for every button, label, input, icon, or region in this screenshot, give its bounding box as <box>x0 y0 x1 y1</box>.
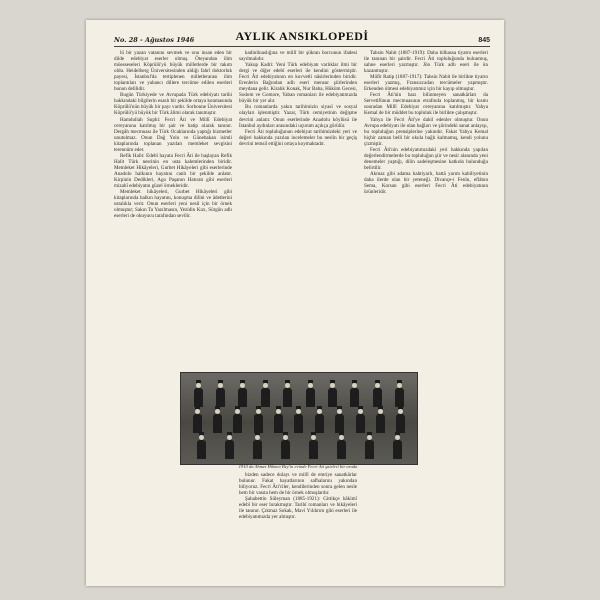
text-column-middle <box>239 50 357 372</box>
photo-front-row <box>187 435 411 459</box>
paragraph: Müfit Ratip (1887-1917): Tahsin Nahit ile birlikte tiyatro eserleri yazmış, Fransızcadan tercümeler yapmıştır. Erkenden ölmesi edebiyatımız için bir kayıp olmuştur. <box>364 74 488 93</box>
issue-label: No. 28 - Ağustos 1946 <box>114 36 195 44</box>
photo-middle-row <box>187 409 411 433</box>
text-column-middle-bottom <box>239 472 357 582</box>
paragraph: Hamdullah Suphi: Fecri Âti ve Millî Edebiyat cereyanına katılmış bir şair ve hatip olarak tanınır. Dergâh mecmuası ile Türk Ocaklarında yaptığı hizmetler unutulmaz. Onun Dağ Yolu ve Günebakan isimli kitaplarında toplanan yazıları memleket sevgisini terennüm eder. <box>114 116 232 153</box>
page-number: 845 <box>478 37 490 44</box>
paragraph: Fecri Âti topluluğunun edebiyat tarihimizdeki yeri ve değeri hakkında yazılan incelemeler bu neslin bir geçiş devrini temsil ettiğini ortaya koymaktadır. <box>239 128 357 147</box>
paragraph: Memleket hikâyeleri, Gurbet Hikâyeleri gibi kitaplarında halkın hayatını, konuşma dilini ve âdetlerini ustalıkla verir. Onun eserleri yeni nesil için bir örnek olmuştur; Sakın Ta Yazılmasın, Yezidin Kızı, Sürgün adlı eserleri de okuyucu tarafından sevilir. <box>114 189 232 220</box>
paragraph: Refik Halit: Edebî hayata Fecri Âti ile başlayan Refik Halit Türk nesrinin en usta kalemlerinden biridir. Memleket Hikâyeleri, Gurbet Hikâyeleri gibi eserlerinde Anadolu halkının hayatını canlı bir şekilde anlatır. Kirpinin Dedikleri, Ago Paşanın Hatıratı gibi eserleri mizahî edebiyatın güzel örnekleridir. <box>114 152 232 190</box>
paragraph: Tahsin Nahit (1887-1919): Daha bilhassa tiyatro eserleri ile tanınan bir şairdir. Fecri Âti topluluğunda bulunmuş, sahne eserleri yazmıştır. Jön Türk adlı eseri ile ün kazanmıştır. <box>364 50 488 75</box>
magazine-page <box>86 20 504 586</box>
photo-caption: 1910 da Ahmet Hikmet Bey'in evinde Fecri Âti şairleri bir arada <box>238 464 358 469</box>
paragraph: Fecri Âti'nin edebiyatımızdaki yeri hakkında yapılan değerlendirmelerde bu topluluğun şiir ve nesir alanında yeni denemeler yaptığı, dilin sadeleşmesine katkıda bulunduğu belirtilir. <box>364 146 488 171</box>
paragraph: kadinlinaslığına ve millî bir şükran borcunun ifadesi sayılmalıdır. <box>239 50 357 63</box>
paragraph: Bugün Türkiyede ve Avrupada Türk edebiyatı tarihi hakkındaki bilgilerin esaslı bir şekilde ortaya konmasında Köprülü'nün büyük bir payı vardır. Sorbonne Üniversitesi Köprülü'yü büyük bir Türk âlimi olarak tanımıştır. <box>114 92 232 117</box>
paragraph: Bu romanlarda yakın tarihimizin siyasî ve sosyal olayları işlenmiştir. Yazar, Türk cemiyetinin değişme devrini anlatır. Onun eserlerinde Anadolu köylüsü ile İstanbul aydınları arasındaki uçurum açıkça görülür. <box>239 104 357 129</box>
paragraph: Yahya ile Fecri Âti'ye dahil edenler olmuştur. Onun Avrupa edebiyatı ile olan bağları ve şiirindeki sanat anlayışı, bu topluluğun prensiplerine yakındır. Fakat Yahya Kemal hiçbir zaman belli bir okula bağlı kalmamış, kendi yolunu çizmiştir. <box>364 116 488 147</box>
photo-back-row <box>187 383 411 407</box>
paragraph: Yakup Kadri: Yeni Türk edebiyatı varlıklar ilmi bir dergi ve diğer edebî eserleri ile kendini göstermiştir. Fecri Âti edebiyatının en kuvvetli nâsirlerinden biridir. Erenlerin Bağından adlı eseri mensur şiirlerinden meydana gelir. Kiralık Konak, Nur Baba, Hüküm Gecesi, Sodom ve Gomore, Yaban romanları ile edebiyatımızda büyük bir yer alır. <box>239 62 357 105</box>
paragraph: Fecri Âti'nin bazı bilinmeyen sanatkârları da Servetifünun mecmuasının etrafında toplanmış, bir kısmı sonradan Millî Edebiyat cereyanına katılmıştır. Yahya Kemal de bir müddet bu topluluk ile birlikte çalışmıştır. <box>364 92 488 117</box>
page-header <box>114 26 490 47</box>
paragraph: Akmaz gibi adama bahtiyarlı, hattâ yarım kabiliyetinin daha ilerde olan bir yeteneği. Divançe-i Fenîn, eflâtun Sema, Korsan gibi eserleri Fecri Âti edebiyatının ürünleridir. <box>364 170 488 196</box>
paragraph: lü bir yazan vatanını sevmek ve onu insan eden bir dilde edebiyat eserler olmuş. Öteyandan ilim müesseseleri Köprülü'yü büyük milletlerde bir takım oldu. Heidelberg Üniversitesinden aldığı fahrî doktorluk payesi, İstanbul'da tertiplenen milletlerarası ilim toplantıları ve yabancı dillere tercüme edilen eserleri bunun delilidir. <box>114 50 232 93</box>
group-photograph <box>180 372 418 465</box>
publication-title: AYLIK ANSIKLOPEDİ <box>235 29 369 43</box>
text-column-right <box>364 50 488 582</box>
text-column-left <box>114 50 232 582</box>
paragraph: bizden sadece dolayı ve millî de emriye sanatkârlar bulunur. Fakat hayatlarının safhalarını yakından biliyoruz. Fecri Âti'ciler, kendilerinden sonra gelen nesle hem bir vasıta hem de bir örnek olmuşlardır. <box>239 472 357 497</box>
paragraph: Şahabettin Süleyman (1885-1921): Gittikçe hâkimî edebî bir eser bırakmıştır. Tarihî romanları ve hikâyeleri ile tanınır. Çıkmaz Sokak, Mavi Yıldırım gibi eserleri ile edebiyatımızda yer almıştır. <box>239 496 357 521</box>
